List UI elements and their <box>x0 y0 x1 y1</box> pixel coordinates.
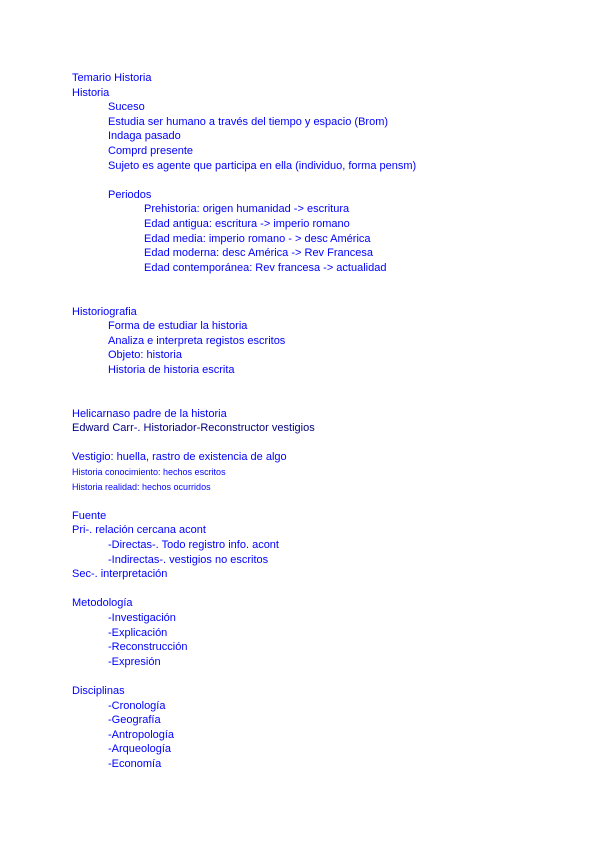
metodologia-item: -Expresión <box>108 655 161 668</box>
spacer <box>72 436 572 451</box>
historiografia-item: Objeto: historia <box>108 349 182 362</box>
periodo-item: Edad contemporánea: Rev francesa -> actualidad <box>144 261 387 274</box>
section-heading-historia: Historia <box>72 86 110 99</box>
spacer <box>72 377 572 406</box>
figure-line: Edward Carr-. Historiador-Reconstructor vestigios <box>72 422 315 435</box>
disciplina-item: -Economía <box>108 757 162 770</box>
vestigio-note: Historia conocimiento: hechos escritos <box>72 467 226 478</box>
historia-item: Estudia ser humano a través del tiempo y espacio (Brom) <box>108 115 389 128</box>
periodos-heading: Periodos <box>108 188 152 201</box>
historia-item: Suceso <box>108 101 145 114</box>
disciplina-item: -Antropología <box>108 728 175 741</box>
spacer <box>72 275 572 304</box>
historiografia-item: Historia de historia escrita <box>108 363 235 376</box>
fuente-primaria: Pri-. relación cercana acont <box>72 524 206 537</box>
document-body <box>72 71 572 772</box>
section-heading-historiografia: Historiografia <box>72 305 137 318</box>
metodologia-item: -Reconstrucción <box>108 641 188 654</box>
historia-item: Comprd presente <box>108 144 193 157</box>
periodo-item: Edad media: imperio romano - > desc América <box>144 232 371 245</box>
disciplina-item: -Cronología <box>108 699 166 712</box>
section-heading-fuente: Fuente <box>72 509 107 522</box>
spacer <box>72 669 572 684</box>
periodo-item: Edad moderna: desc América -> Rev Francesa <box>144 247 373 260</box>
spacer <box>72 582 572 597</box>
periodo-item: Prehistoria: origen humanidad -> escritura <box>144 203 350 216</box>
historia-item: Indaga pasado <box>108 130 181 143</box>
metodologia-item: -Investigación <box>108 611 176 624</box>
periodo-item: Edad antigua: escritura -> imperio romano <box>144 217 350 230</box>
vestigio-note: Historia realidad: hechos ocurridos <box>72 481 211 492</box>
disciplina-item: -Arqueología <box>108 743 171 756</box>
fuente-secundaria: Sec-. interpretación <box>72 568 168 581</box>
metodologia-item: -Explicación <box>108 626 168 639</box>
section-heading-disciplinas: Disciplinas <box>72 684 125 697</box>
historiografia-item: Forma de estudiar la historia <box>108 320 248 333</box>
figure-line: Helicarnaso padre de la historia <box>72 407 227 420</box>
section-heading-metodologia: Metodología <box>72 597 133 610</box>
spacer <box>72 494 572 509</box>
historiografia-item: Analiza e interpreta registos escritos <box>108 334 286 347</box>
fuente-item: -Indirectas-. vestigios no escritos <box>108 553 269 566</box>
fuente-item: -Directas-. Todo registro info. acont <box>108 539 279 551</box>
disciplina-item: -Geografía <box>108 714 161 727</box>
document-title: Temario Historia <box>72 72 152 84</box>
vestigio-definition: Vestigio: huella, rastro de existencia de algo <box>72 451 287 464</box>
historia-item: Sujeto es agente que participa en ella (individuo, forma pensm) <box>108 159 417 172</box>
spacer <box>72 173 572 188</box>
